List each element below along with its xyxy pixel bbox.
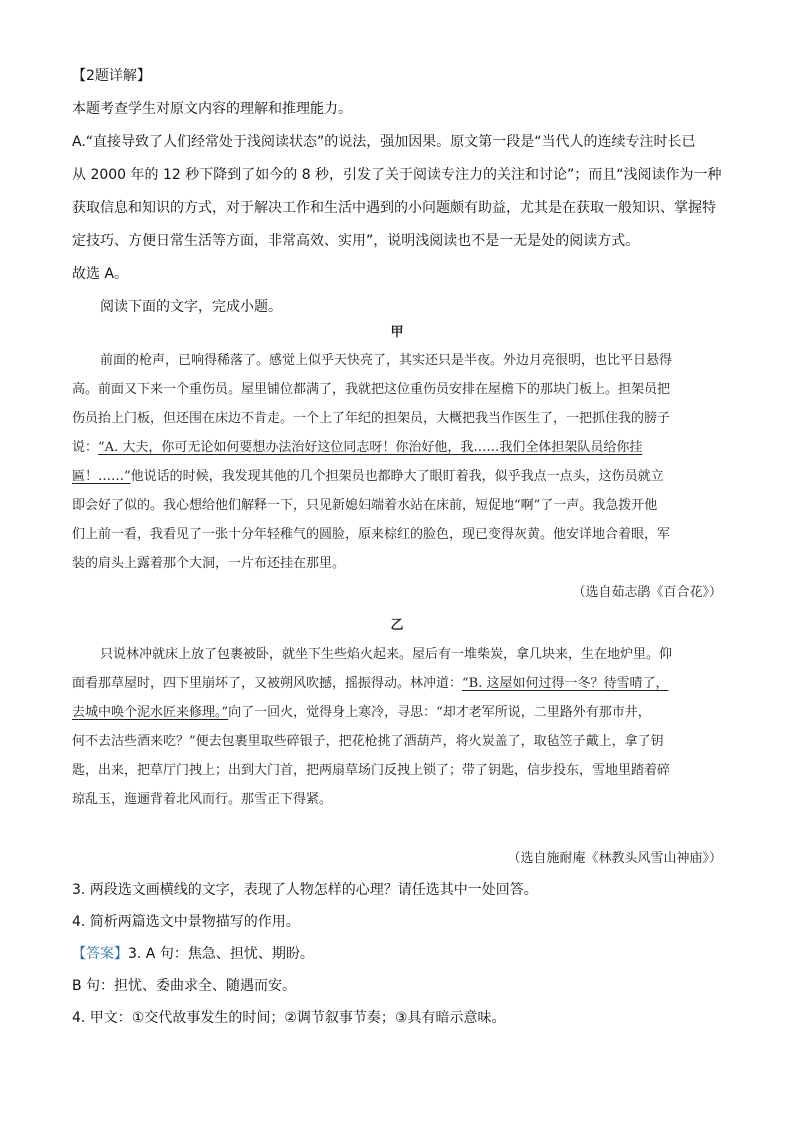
passage-jia-text: 说： [72,440,99,455]
underlined-sentence-a: “A. 大夫，你可无论如何要想办法治好这位同志呀！你治好他，我……我们全体担架队员给你挂 [98,440,643,455]
question-3: 3. 两段选文画横线的文字，表现了人物怎样的心理？请任选其中一处回答。 [72,882,538,898]
passage-jia-text: 他说话的时候，我发现其他的几个担架员也都睁大了眼盯着我，似乎我点一点头，这伤员就立 [130,469,664,484]
underlined-sentence-b-end: 去城中唤个泥水匠来修理。” [72,705,229,720]
passage-yi-text: 面看那草屋时，四下里崩坏了，又被朔风吹撼，摇振得动。林冲道： [72,676,463,691]
answer-4: 4. 甲文：①交代故事发生的时间；②调节叙事节奏；③具有暗示意味。 [72,1010,506,1026]
passage-jia-source: （选自茹志鹃《百合花》） [572,585,722,600]
passage-jia-line: 们上前一看，我看见了一张十分年轻稚气的圆脸，原来棕红的脸色，现已变得灰黄。他安详地合着眼，军 [72,527,671,542]
answer-3-b: B 句：担忧、委曲求全、随遇而安。 [72,978,297,994]
answer-tag: 【答案】 [72,946,128,962]
passage-yi-line [72,703,722,723]
explanation-line-3: 获取信息和知识的方式，对于解决工作和生活中遇到的小问题颇有助益，尤其是在获取一般知识、掌握特 [72,200,716,216]
passage-jia-line: 前面的枪声，已响得稀落了。感觉上似乎天快亮了，其实还只是半夜。外边月亮很明，也比平日悬得 [100,353,673,368]
section-heading: 【2题详解】 [72,68,151,84]
underlined-sentence-a-end: 匾！……” [72,469,131,484]
reading-instruction: 阅读下面的文字，完成小题。 [100,299,282,315]
passage-jia-line: 即会好了似的。我心想给他们解释一下，只见新媳妇端着水站在床前，短促地“啊”了一声。我急拨开他 [72,498,658,513]
passage-yi-line: 何不去沽些酒来吃？”便去包裹里取些碎银子，把花枪挑了酒葫芦，将火炭盖了，取毡笠子戴上，拿了钥 [72,734,664,749]
passage-jia-line: 高。前面又下来一个重伤员。屋里铺位都满了，我就把这位重伤员安排在屋檐下的那块门板上。担架员把 [72,382,671,397]
passage-jia-line [72,438,722,458]
passage-jia-line: 装的肩头上露着那个大洞，一片布还挂在那里。 [72,556,346,571]
answer-3-a: 3. A 句：焦急、担忧、期盼。 [128,946,314,962]
passage-jia-line [72,467,722,487]
passage-yi-line: 匙，出来，把草厅门拽上；出到大门首，把两扇草场门反拽上锁了；带了钥匙，信步投东，雪地里踏着碎 [72,763,671,778]
explanation-line-1: A.“直接导致了人们经常处于浅阅读状态”的说法，强加因果。原文第一段是“当代人的连续专注时长已 [72,134,696,150]
explanation-intro: 本题考查学生对原文内容的理解和推理能力。 [72,101,352,117]
passage-yi-line: 琼乱玉，迤逦背着北风而行。那雪正下得紧。 [72,792,333,807]
explanation-line-2: 从 2000 年的 12 秒下降到了如今的 8 秒，引发了关于阅读专注力的关注和讨论”；而且“浅阅读作为一种 [72,167,722,183]
passage-yi-title: 乙 [390,618,404,633]
underlined-sentence-b: “B. 这屋如何过得一冬？待雪晴了， [462,676,669,691]
answer-choice: 故选 A。 [72,266,129,282]
passage-yi-text: 向了一回火，觉得身上寒冷，寻思：“却才老军所说，二里路外有那市井， [228,705,651,720]
passage-jia-line: 伤员抬上门板，但还围在床边不肯走。一个上了年纪的担架员，大概把我当作医生了，一把抓住我的膀子 [72,411,671,426]
passage-jia-title: 甲 [390,325,404,340]
passage-yi-line: 只说林冲就床上放了包裹被卧，就坐下生些焰火起来。屋后有一堆柴炭，拿几块来，生在地炉里。仰 [100,647,673,662]
passage-yi-source: （选自施耐庵《林教头风雪山神庙》） [507,851,722,866]
explanation-line-4: 定技巧、方便日常生活等方面，非常高效、实用”，说明浅阅读也不是一无是处的阅读方式。 [72,233,640,249]
question-4: 4. 简析两篇选文中景物描写的作用。 [72,914,300,930]
passage-yi-line [72,674,722,694]
answer-line [72,944,722,964]
